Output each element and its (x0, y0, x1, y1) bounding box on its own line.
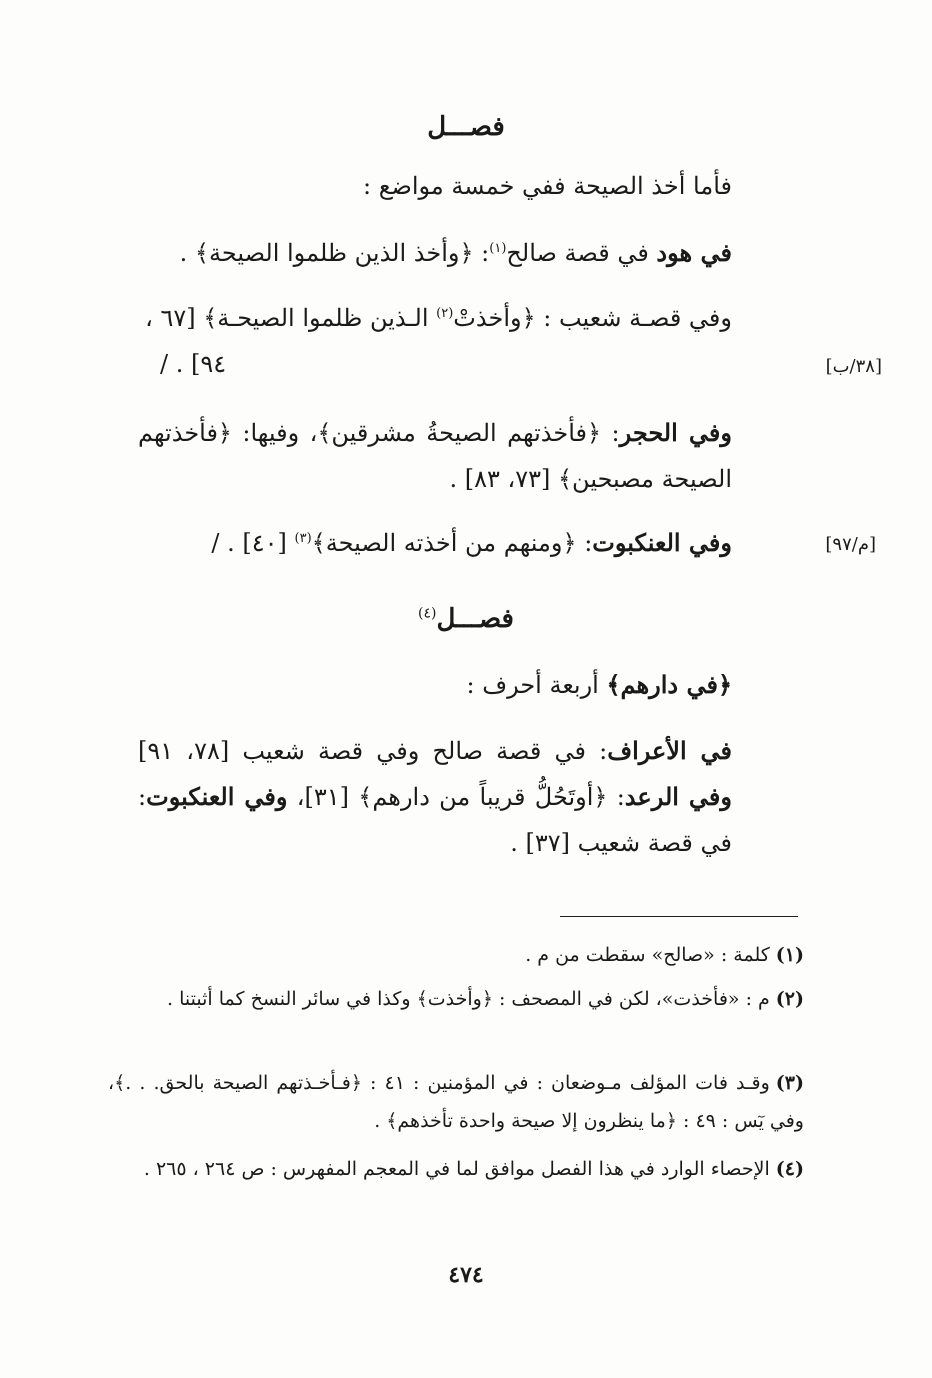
section-heading-1: فصـــل (427, 112, 505, 142)
section2-intro-bold: ﴿في دارهم﴾ (606, 670, 732, 699)
footnote-number: (٢) (775, 988, 804, 1010)
ankabut-line (211, 528, 732, 557)
section-heading-2: فصـــل$^{(٤)}$ (418, 604, 514, 634)
section2-intro (466, 670, 732, 699)
ankabut2-text: : في قصة شعيب [٣٧] . (138, 783, 732, 857)
margin-note-a: [٣٨/ب] (825, 356, 882, 377)
hud-text: في قصة صالح (506, 239, 657, 267)
hijr-text: : ﴿فأخذتهم الصيحةُ مشرقين﴾، وفيها: ﴿فأخذتهم الصيحة مصبحين﴾ [٧٣، ٨٣] . (138, 419, 732, 493)
footnote-divider (560, 916, 798, 917)
ankabut-text: : ﴿ومنهم من أخذته الصيحة﴾ (311, 529, 593, 557)
shuaib-text-a: وفي قصـة شعيب : ﴿وأخذتْ (453, 304, 732, 332)
footnote-3 (108, 1064, 804, 1140)
footnote-text: كلمة : «صالح» سقطت من م . (525, 944, 770, 966)
margin-note-b: [م/٩٧] (825, 534, 876, 555)
section2-paragraph (138, 728, 732, 866)
ankabut-label: وفي العنكبوت (592, 528, 732, 557)
hijr-paragraph (138, 410, 732, 502)
hijr-label: وفي الحجر (619, 418, 732, 447)
aaraf-text: : في قصة صالح وفي قصة شعيب [٧٨، ٩١] (138, 737, 608, 765)
shuaib-line (145, 304, 732, 332)
footnote-number: (١) (775, 944, 804, 966)
ankabut-end: [٤٠] . / (211, 529, 295, 557)
page-number: ٤٧٤ (448, 1262, 484, 1288)
shuaib-line-2 (160, 350, 226, 378)
footnote-ref-2[interactable]: (٢) (436, 306, 454, 321)
footnote-number: (٣) (775, 1072, 804, 1094)
shuaib-text-c: ٩٤] . / (160, 350, 227, 378)
hud-line (180, 238, 732, 267)
footnote-2 (108, 980, 804, 1018)
section2-intro-rest: أربعة أحرف : (466, 671, 607, 699)
section1-intro: فأما أخذ الصيحة ففي خمسة مواضع : (363, 172, 732, 200)
footnote-text: الإحصاء الوارد في هذا الفصل موافق لما في المعجم المفهرس : ص ٢٦٤ ، ٢٦٥ . (143, 1158, 770, 1180)
raad-label: وفي الرعد (624, 782, 732, 811)
aaraf-label: في الأعراف (607, 736, 733, 765)
ankabut2-label: وفي العنكبوت (146, 782, 288, 811)
footnote-ref-3[interactable]: (٣) (294, 531, 312, 546)
footnote-1 (108, 936, 804, 974)
footnote-4 (108, 1150, 804, 1188)
footnote-ref-4[interactable]: (٤) (418, 605, 437, 622)
shuaib-text-b: الـذين ظلموا الصيحـة﴾ [٦٧ ، (145, 304, 437, 332)
hud-quote: : ﴿وأخذ الذين ظلموا الصيحة﴾ . (179, 239, 490, 267)
footnote-ref-1[interactable]: (١) (489, 241, 507, 256)
footnote-number: (٤) (775, 1158, 804, 1180)
hud-label: في هود (656, 238, 732, 267)
footnote-text: وقـد فات المؤلف مـوضعان : في المؤمنين : ٤١ : ﴿فـأخـذتهم الصيحة بالحق. . .﴾، وفي يٓس : ٤٩ : ﴿ما ينظرون إلا صيحة واحدة تأخذهم﴾ . (108, 1072, 804, 1132)
raad-text: : ﴿أوتَحُلُّ قريباً من دارهم﴾ [٣١]، (287, 783, 625, 811)
footnote-text: م : «فأخذت»، لكن في المصحف : ﴿وأخذت﴾ وكذا في سائر النسخ كما أثبتنا . (167, 988, 770, 1010)
